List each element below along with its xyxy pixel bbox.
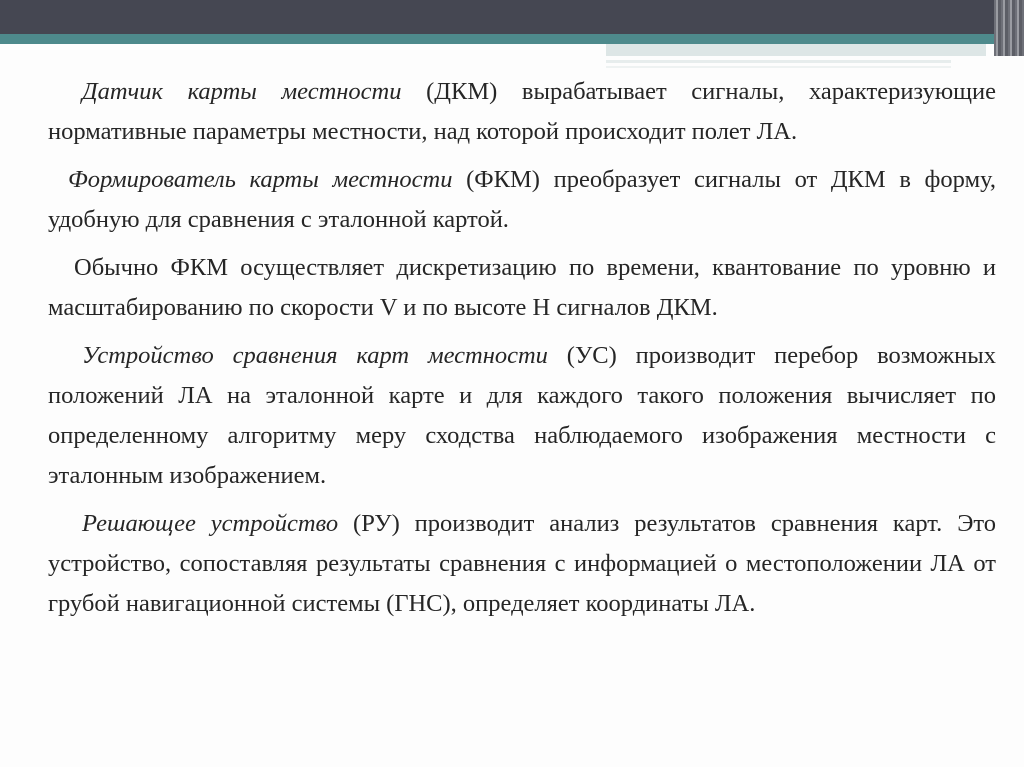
header-accent-tab <box>606 44 986 56</box>
paragraph-us-text: (УС) производит перебор возможных положений ЛА на эталонной карте и для каждого такого положения вычисляет по определенному алгоритму меру сходства наблюдаемого изображения местности с эталонным изображением. <box>48 342 996 489</box>
paragraph-us <box>48 336 996 496</box>
header-band <box>0 0 1024 34</box>
paragraph-ru-text: (РУ) производит анализ результатов сравнения карт. Это устройство, сопоставляя результаты сравнения с информацией о местоположении ЛА от грубой навигационной системы (ГНС), определяет координаты ЛА. <box>48 510 997 617</box>
corner-stripes-decoration <box>994 0 1024 56</box>
term-fkm: Формирователь карты местности <box>68 166 453 193</box>
term-ru: Решающее устройство <box>82 510 339 537</box>
paragraph-dkm <box>48 72 996 152</box>
paragraph-fkm-text: (ФКМ) преобразует сигналы от ДКМ в форму, удобную для сравнения с эталонной картой. <box>48 166 996 233</box>
header-accent-thin-line <box>606 60 951 63</box>
term-dkm: Датчик карты местности <box>82 78 402 105</box>
header-accent-line <box>0 34 1024 44</box>
paragraph-fkm-details-text: Обычно ФКМ осуществляет дискретизацию по времени, квантование по уровню и масштабированию по скорости V и по высоте H сигналов ДКМ. <box>48 254 996 321</box>
paragraph-dkm-text: (ДКМ) вырабатывает сигналы, характеризующие нормативные параметры местности, над которой происходит полет ЛА. <box>48 78 996 145</box>
paragraph-ru <box>48 504 996 624</box>
paragraph-fkm-details <box>48 248 996 328</box>
term-us: Устройство сравнения карт местности <box>82 342 548 369</box>
slide-body <box>48 72 996 632</box>
paragraph-fkm <box>48 160 996 240</box>
header-accent-thin-line-2 <box>606 66 951 68</box>
